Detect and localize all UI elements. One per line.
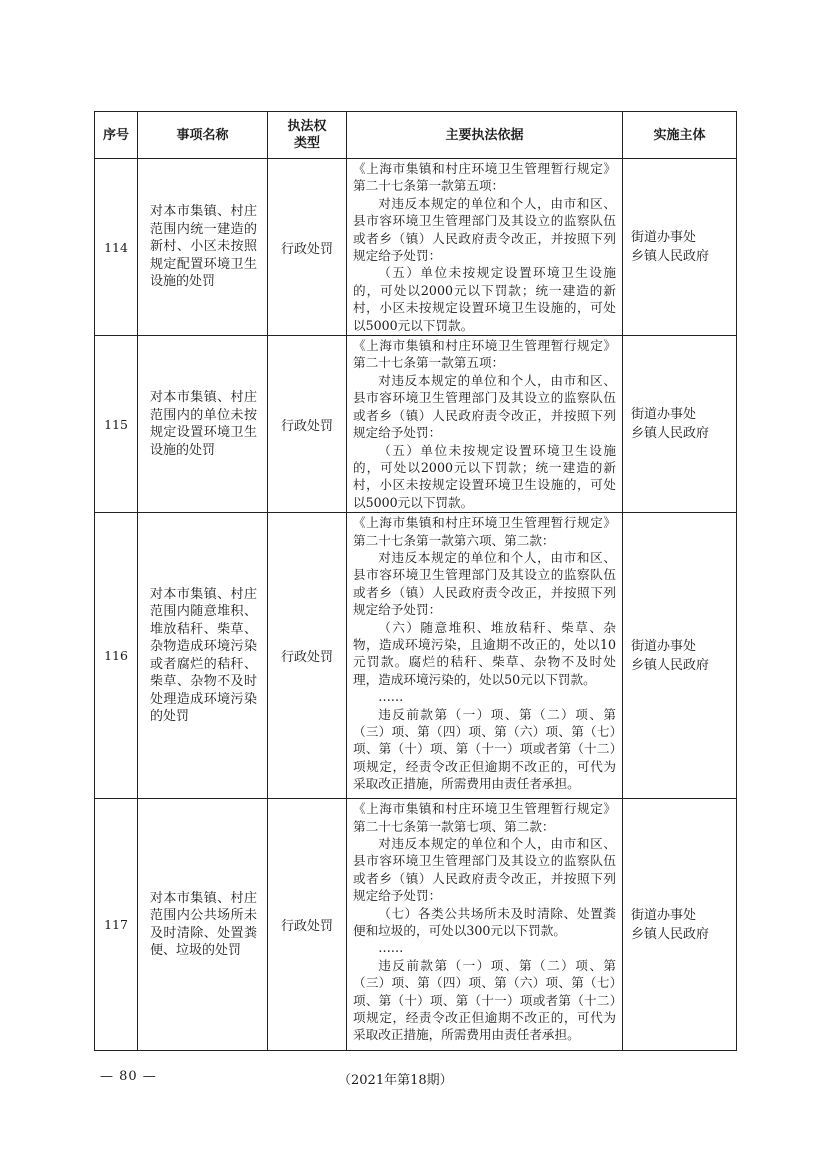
enforcement-table-container [94,111,736,1051]
table-row [95,336,737,513]
basis-paragraph: 对违反本规定的单位和个人，由市和区、县市容环境卫生管理部门及其设立的监察队伍或者乡（镇）人民政府责令改正，并按照下列规定给予处罚： [353,372,616,441]
basis-paragraph: 《上海市集镇和村庄环境卫生管理暂行规定》第二十七条第一款第七项、第二款： [353,801,616,834]
row-legal-basis [347,799,623,1051]
header-basis: 主要执法依据 [347,112,623,159]
row-subject [623,799,737,1051]
basis-paragraph: （五）单位未按规定设置环境卫生设施的，可处以2000元以下罚款；统一建造的新村，小区未按规定设置环境卫生设施的，可处以5000元以下罚款。 [353,265,616,333]
basis-paragraph: 对违反本规定的单位和个人，由市和区、县市容环境卫生管理部门及其设立的监察队伍或者乡（镇）人民政府责令改正，并按照下列规定给予处罚： [353,195,616,264]
basis-paragraph: （五）单位未按规定设置环境卫生设施的，可处以2000元以下罚款；统一建造的新村，小区未按规定设置环境卫生设施的，可处以5000元以下罚款。 [353,442,616,510]
basis-paragraph: 《上海市集镇和村庄环境卫生管理暂行规定》第二十七条第一款第五项： [353,161,616,194]
row-seq: 117 [95,799,138,1051]
enforcement-table [94,111,737,1051]
row-seq: 115 [95,336,138,513]
issue-label: （2021年第18期） [338,1073,453,1088]
row-legal-basis [347,336,623,513]
subject-line: 街道办事处 [631,230,697,246]
subject-line: 街道办事处 [631,638,697,654]
header-type [268,112,347,159]
basis-paragraph: （六）随意堆积、堆放秸秆、柴草、杂物，造成环境污染，且逾期不改正的，处以10元罚款。腐烂的秸秆、柴草、杂物不及时处理，造成环境污染的，处以50元以下罚款。 [353,619,616,687]
table-row [95,159,737,336]
basis-paragraph: 违反前款第（一）项、第（二）项、第（三）项、第（四）项、第（六）项、第（七）项、第（十）项、第（十一）项或者第（十二）项规定，经责令改正但逾期不改正的，可代为采取改正措施，所需费用由责任者承担。 [353,706,616,792]
subject-line: 乡镇人民政府 [631,926,710,942]
subject-line: 乡镇人民政府 [631,657,710,673]
row-enforcement-type: 行政处罚 [268,159,347,336]
basis-paragraph: 《上海市集镇和村庄环境卫生管理暂行规定》第二十七条第一款第六项、第二款： [353,515,616,548]
row-item-name: 对本市集镇、村庄范围内的单位未按规定设置环境卫生设施的处罚 [138,336,268,513]
basis-paragraph: 对违反本规定的单位和个人，由市和区、县市容环境卫生管理部门及其设立的监察队伍或者乡（镇）人民政府责令改正，并按照下列规定给予处罚： [353,549,616,618]
subject-line: 乡镇人民政府 [631,249,710,265]
basis-paragraph: 《上海市集镇和村庄环境卫生管理暂行规定》第二十七条第一款第五项： [353,338,616,371]
row-item-name: 对本市集镇、村庄范围内随意堆积、堆放秸秆、柴草、杂物造成环境污染或者腐烂的秸秆、柴草、杂物不及时处理造成环境污染的处罚 [138,513,268,799]
basis-ellipsis: …… [378,689,404,705]
header-seq: 序号 [95,112,138,159]
row-seq: 116 [95,513,138,799]
row-enforcement-type: 行政处罚 [268,336,347,513]
basis-paragraph: 违反前款第（一）项、第（二）项、第（三）项、第（四）项、第（六）项、第（七）项、第（十）项、第（十一）项或者第（十二）项规定，经责令改正但逾期不改正的，可代为采取改正措施，所需费用由责任者承担。 [353,957,616,1043]
subject-line: 街道办事处 [631,907,697,923]
row-enforcement-type: 行政处罚 [268,513,347,799]
row-subject [623,336,737,513]
table-header-row [95,112,737,159]
header-type-line2: 类型 [293,136,320,151]
row-item-name: 对本市集镇、村庄范围内公共场所未及时清除、处置粪便、垃圾的处罚 [138,799,268,1051]
header-name: 事项名称 [138,112,268,159]
basis-paragraph: （七）各类公共场所未及时清除、处置粪便和垃圾的，可处以300元以下罚款。 [353,905,616,938]
basis-ellipsis: …… [378,940,404,956]
subject-line: 街道办事处 [631,407,697,423]
row-seq: 114 [95,159,138,336]
header-subject: 实施主体 [623,112,737,159]
row-subject [623,513,737,799]
page-number: — 80 — [100,1069,157,1084]
row-item-name: 对本市集镇、村庄范围内统一建造的新村、小区未按照规定配置环境卫生设施的处罚 [138,159,268,336]
basis-paragraph: 对违反本规定的单位和个人，由市和区、县市容环境卫生管理部门及其设立的监察队伍或者乡（镇）人民政府责令改正，并按照下列规定给予处罚： [353,835,616,904]
header-type-line1: 执法权 [287,119,327,134]
row-subject [623,159,737,336]
table-row [95,513,737,799]
subject-line: 乡镇人民政府 [631,426,710,442]
table-row [95,799,737,1051]
row-legal-basis [347,159,623,336]
row-enforcement-type: 行政处罚 [268,799,347,1051]
row-legal-basis [347,513,623,799]
